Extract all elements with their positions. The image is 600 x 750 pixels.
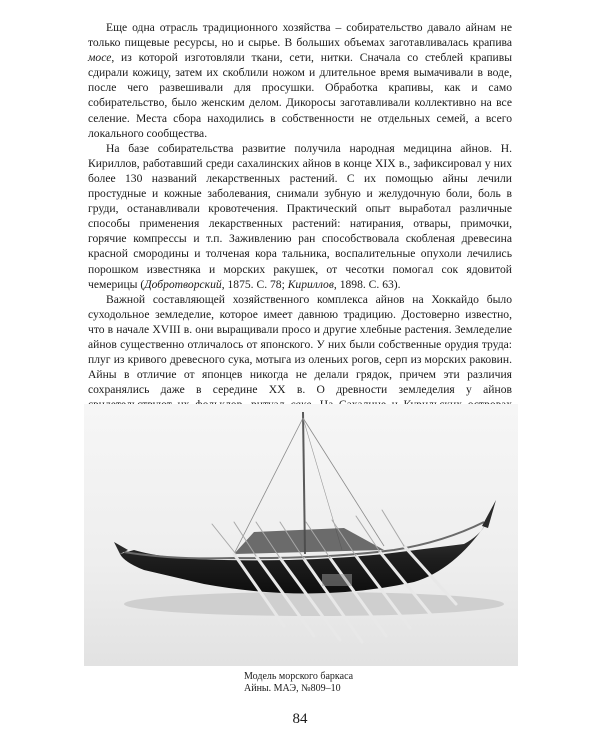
page-number: 84	[292, 711, 308, 727]
text-run: , из которой изготовляли ткани, сети, нитки. Сначала со стеблей крапивы сдирали кожицу, затем их скоблили ножом и длительное время вымачивали в воде, после чего развешивали для просушки. Обработка крапивы, как и само собирательство, было женским делом. Дикоросы заготавливали коллективно на все селение. Места сбора находились в собственности не отдельных семей, а всего локального сообщества.	[88, 51, 512, 140]
figure-caption	[244, 671, 444, 695]
paragraph-gathering	[88, 20, 512, 141]
paragraph-medicine	[88, 141, 512, 292]
text-run: Еще одна отрасль традиционного хозяйства – собирательство давало айнам не только пищевые ресурсы, но и сырье. В больших объемах заготавливалась крапива	[88, 21, 512, 50]
text-run: На базе собирательства развитие получила народная медицина айнов. Н. Кириллов, работавший среди сахалинских айнов в конце XIX в., зафиксировал у них более 130 названий лекарственных растений. С их помощью айны лечили простудные и кожные заболевания, снимали зубную и желудочную боли, боль в груди, останавливали кровотечения. Практический опыт выработал различные способы применения лекарственных растений: натирания, отвары, примочки, горячие компрессы и т.п. Заживлению ран способствовала скобленая древесина красной смородины и толченая кора тальника, воспалительные опухоли лечились порошком известняка и морских ракушек, от чесотки помогал сок ядовитой чемерицы (	[88, 141, 512, 291]
body-text	[88, 20, 512, 443]
text-run: , 1875. С. 78;	[221, 277, 288, 291]
italic-run: мосе	[88, 51, 112, 65]
italic-run: Кириллов	[287, 277, 334, 291]
italic-run: Добротворский	[144, 277, 222, 291]
boat-model-photo	[84, 404, 518, 666]
caption-title: Модель морского баркаса	[244, 671, 354, 682]
hull-marking	[322, 574, 352, 586]
caption-source: Айны. МАЭ, №809–10	[244, 683, 341, 694]
text-run: Важной составляющей хозяйственного комплекса айнов на Хоккайдо было суходольное земледелие, которое имеет давнюю традицию. Достоверно известно, что в начале XVIII в. они выращивали просо и другие хлебные растения. Земледелие айнов существенно отличалось от японского. У них были собственные орудия труда: плуг из кривого древесного сука, мотыга из оленьих рогов, серп из морских раковин. Айны в отличие от японцев никогда не делали грядок, причем эти различия сохранялись даже в середине XX в. О древности земледелия у айнов	[88, 292, 512, 397]
text-run: , 1898. С. 63).	[333, 277, 401, 291]
